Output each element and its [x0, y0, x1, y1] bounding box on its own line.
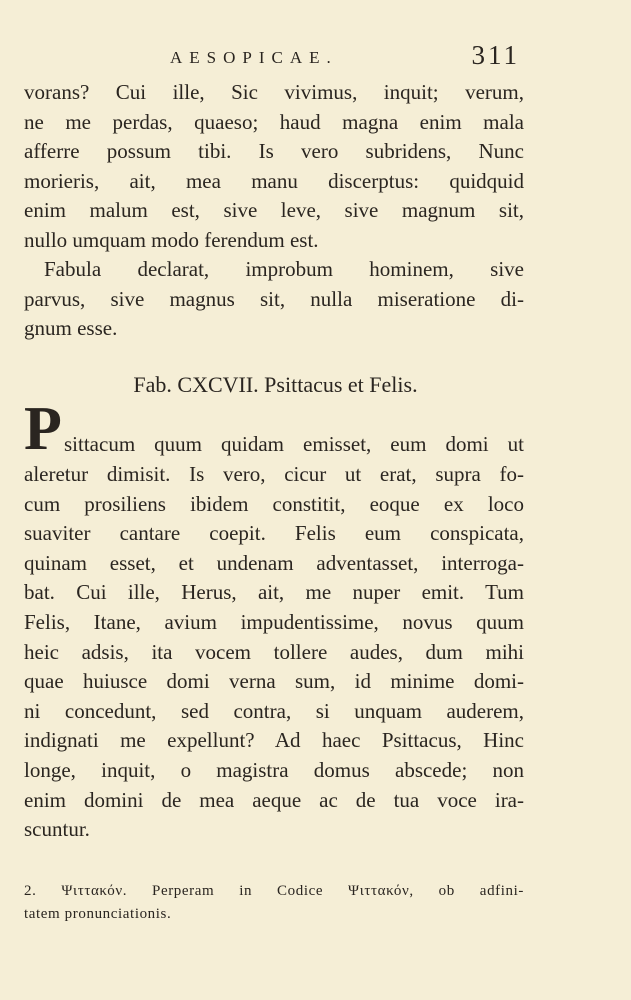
text-line: quae huiusce domi verna sum, id minime domi- [24, 669, 524, 694]
page-number: 311 [471, 40, 520, 70]
text-line: ni concedunt, sed contra, si unquam auderem, [24, 698, 524, 723]
text-line: gnum esse. [24, 316, 118, 341]
text-line: sittacum quum quidam emisset, eum domi ut [64, 432, 524, 456]
text-line: morieris, ait, mea manu discerptus: quidquid [24, 168, 524, 193]
text-line: Felis, Itane, avium impudentissime, novus quum [24, 609, 524, 634]
text-line: scuntur. [24, 817, 90, 842]
text-line: heic adsis, ita vocem tollere audes, dum mihi [24, 639, 524, 664]
text-line: Fabula declarat, improbum hominem, sive [44, 257, 524, 281]
text-line: suaviter cantare coepit. Felis eum conspicata, [24, 521, 524, 546]
fable-title: Fab. CXCVII. Psittacus et Felis. [133, 372, 418, 397]
text-line: vorans? Cui ille, Sic vivimus, inquit; verum, [24, 80, 524, 104]
text-line: quinam esset, et undenam adventasset, interroga- [24, 550, 524, 575]
footnote-line: 2. Ψιττακόν. Perperam in Codice Ψιττακόν, ob adfini- [24, 883, 524, 899]
page-header [170, 40, 520, 74]
text-line: parvus, sive magnus sit, nulla miseratione di- [24, 286, 524, 311]
text-line: afferre possum tibi. Is vero subridens, Nunc [24, 139, 524, 164]
footnote-line: tatem pronunciationis. [24, 906, 172, 922]
text-line: nullo umquam modo ferendum est. [24, 227, 319, 252]
text-line: enim domini de mea aeque ac de tua voce ira- [24, 787, 524, 812]
text-line: longe, inquit, o magistra domus abscede; non [24, 757, 524, 782]
footnote [24, 880, 524, 926]
text-line: enim malum est, sive leve, sive magnum sit, [24, 198, 524, 223]
text-line: bat. Cui ille, Herus, ait, me nuper emit. Tum [24, 580, 524, 605]
text-line: cum prosiliens ibidem constitit, eoque ex loco [24, 491, 524, 516]
fable-body [24, 460, 524, 845]
text-line: aleretur dimisit. Is vero, cicur ut erat, supra fo- [24, 462, 524, 486]
fable-first-line [64, 430, 524, 460]
text-line: ne me perdas, quaeso; haud magna enim mala [24, 109, 524, 134]
drop-cap: P [24, 395, 62, 463]
text-line: indignati me expellunt? Ad haec Psittacus, Hinc [24, 728, 524, 753]
moral-paragraph [24, 255, 524, 344]
paragraph-continuation [24, 78, 524, 256]
running-head: AESOPICAE. [170, 48, 338, 67]
